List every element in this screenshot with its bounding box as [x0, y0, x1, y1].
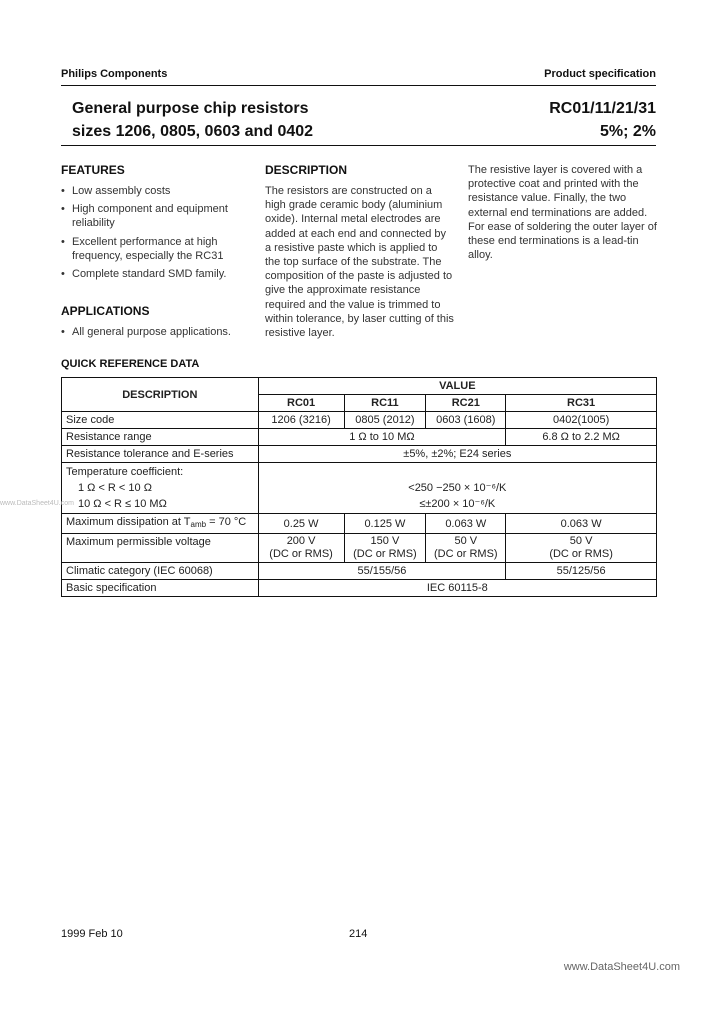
table-row: [62, 563, 657, 580]
col-value-header: VALUE: [258, 378, 656, 395]
part-number: RC01/11/21/31: [549, 100, 656, 117]
tolerance-title: 5%; 2%: [599, 123, 656, 140]
type-header-rc31: RC31: [506, 395, 657, 412]
table-row: [62, 378, 657, 395]
table-cell: 0.063 W: [506, 514, 657, 534]
table-cell: [426, 534, 506, 563]
tempco-range-1: 1 Ω < R < 10 Ω: [78, 482, 152, 494]
features-list-container: [61, 184, 251, 285]
table-cell: 55/155/56: [258, 563, 506, 580]
voltage-note: (DC or RMS): [353, 548, 417, 560]
title-line-1: General purpose chip resistors: [72, 100, 309, 117]
table-row: [62, 429, 657, 446]
features-heading: FEATURES: [61, 163, 125, 177]
page-number: 214: [349, 928, 368, 940]
row-label: Resistance tolerance and E-series: [62, 446, 259, 463]
applications-list: [61, 325, 251, 339]
table-cell: 1206 (3216): [258, 412, 344, 429]
table-cell: 0805 (2012): [344, 412, 426, 429]
table-row: [62, 446, 657, 463]
list-item: • High component and equipment reliability: [61, 202, 251, 230]
table-cell: ±5%, ±2%; E24 series: [258, 446, 656, 463]
table-row: [62, 534, 657, 563]
table-cell: 0.25 W: [258, 514, 344, 534]
row-label: Climatic category (IEC 60068): [62, 563, 259, 580]
table-row: [62, 580, 657, 597]
list-item: • Low assembly costs: [61, 184, 251, 198]
dissipation-label-suffix: = 70 °C: [206, 516, 247, 528]
type-header-rc21: RC21: [426, 395, 506, 412]
quick-reference-table: [61, 377, 657, 597]
voltage-value: 200 V: [286, 535, 316, 547]
list-item: • All general purpose applications.: [61, 325, 251, 339]
table-cell: 0603 (1608): [426, 412, 506, 429]
description-para-1: The resistors are constructed on a high grade ceramic body (aluminium oxide). Internal metal electrodes are added at each end and connected by a resistive paste which is applied to the top surface of the substrate. The composition of the paste is adjusted to give the approximate resistance required and the value is trimmed to within tolerance, by laser cutting of this resistive layer.: [265, 185, 454, 340]
table-row: [62, 412, 657, 429]
table-cell: 0.063 W: [426, 514, 506, 534]
applications-heading: APPLICATIONS: [61, 304, 150, 318]
watermark-link[interactable]: www.DataSheet4U.com: [563, 961, 680, 973]
dissipation-label-sub: amb: [190, 520, 207, 529]
voltage-value: 150 V: [370, 535, 400, 547]
part-number-block: [549, 97, 656, 143]
table-cell: [258, 463, 656, 514]
description-para-2: The resistive layer is covered with a protective coat and printed with the resistance value. Finally, the two external end terminations are added. For ease of soldering the outer layer of these end terminations is a lead-tin alloy.: [468, 164, 657, 262]
col-description-header: DESCRIPTION: [62, 378, 259, 412]
type-header-rc11: RC11: [344, 395, 426, 412]
voltage-value: 50 V: [569, 535, 593, 547]
table-cell: 1 Ω to 10 MΩ: [258, 429, 506, 446]
voltage-note: (DC or RMS): [549, 548, 613, 560]
title-line-2: sizes 1206, 0805, 0603 and 0402: [72, 123, 314, 140]
list-item: • Complete standard SMD family.: [61, 267, 251, 281]
qrd-heading: QUICK REFERENCE DATA: [61, 358, 200, 370]
list-item: • Excellent performance at high frequency, especially the RC31: [61, 235, 251, 263]
row-label: Basic specification: [62, 580, 259, 597]
dissipation-label-prefix: Maximum dissipation at T: [66, 516, 191, 528]
description-heading: DESCRIPTION: [265, 163, 348, 177]
title-rule: [61, 145, 656, 146]
voltage-value: 50 V: [454, 535, 478, 547]
row-label: Size code: [62, 412, 259, 429]
row-label: [62, 463, 259, 514]
row-label: Maximum permissible voltage: [62, 534, 259, 563]
table-cell: 0.125 W: [344, 514, 426, 534]
table-cell: 0402(1005): [506, 412, 657, 429]
document-type: Product specification: [544, 68, 656, 80]
table-cell: [344, 534, 426, 563]
voltage-note: (DC or RMS): [269, 548, 333, 560]
voltage-note: (DC or RMS): [434, 548, 498, 560]
type-header-rc01: RC01: [258, 395, 344, 412]
table-cell: [506, 534, 657, 563]
table-cell: [258, 534, 344, 563]
table-row: [62, 463, 657, 514]
company-name: Philips Components: [61, 68, 168, 80]
tempco-value-1: <250 −250 × 10⁻⁶/K: [408, 482, 507, 494]
table-cell: 55/125/56: [506, 563, 657, 580]
row-label: Resistance range: [62, 429, 259, 446]
header-rule: [61, 85, 656, 86]
table-cell: 6.8 Ω to 2.2 MΩ: [506, 429, 657, 446]
page-title: [72, 97, 313, 143]
side-watermark: www.DataSheet4U.com: [0, 500, 74, 507]
table-cell: IEC 60115-8: [258, 580, 656, 597]
applications-list-container: [61, 325, 251, 343]
tempco-value-2: ≤±200 × 10⁻⁶/K: [419, 498, 496, 510]
tempco-label: Temperature coefficient:: [66, 466, 184, 478]
tempco-range-2: 10 Ω < R ≤ 10 MΩ: [78, 498, 167, 510]
row-label: [62, 514, 259, 534]
features-list: [61, 184, 251, 281]
footer-date: 1999 Feb 10: [61, 928, 123, 940]
table-row: [62, 514, 657, 534]
